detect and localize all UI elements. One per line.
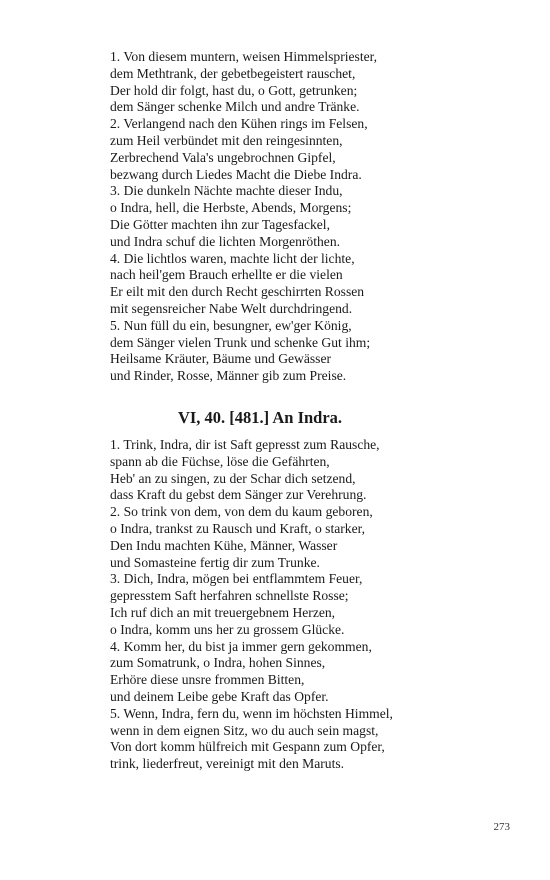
verse-line: 5. Nun füll du ein, besungner, ew'ger König, xyxy=(110,317,352,333)
verse-line: Von dort komm hülfreich mit Gespann zum Opfer, xyxy=(110,739,385,755)
verse-line: Den Indu machten Kühe, Männer, Wasser xyxy=(110,537,338,553)
verse-line: dem Sänger vielen Trunk und schenke Gut ihm; xyxy=(110,334,371,350)
verse-line: 4. Komm her, du bist ja immer gern gekommen, xyxy=(110,638,372,654)
hymn-verses xyxy=(110,437,450,773)
verse-line: 4. Die lichtlos waren, machte licht der lichte, xyxy=(110,250,355,266)
verse-line: bezwang durch Liedes Macht die Diebe Indra. xyxy=(110,166,362,182)
previous-hymn-verses xyxy=(110,49,450,385)
verse-line: dem Sänger schenke Milch und andre Tränke. xyxy=(110,99,360,115)
verse-line: Zerbrechend Vala's ungebrochnen Gipfel, xyxy=(110,149,336,165)
verse-line: Heilsame Kräuter, Bäume und Gewässer xyxy=(110,351,332,367)
verse-line: 1. Trink, Indra, dir ist Saft gepresst zum Rausche, xyxy=(110,437,380,452)
verse-line: Die Götter machten ihn zur Tagesfackel, xyxy=(110,216,330,232)
verse-line: mit segensreicher Nabe Welt durchdringend. xyxy=(110,300,353,316)
hymn-heading: VI, 40. [481.] An Indra. xyxy=(177,408,343,427)
verse-line: zum Heil verbündet mit den reingesinnten, xyxy=(110,132,343,148)
verse-line: 2. So trink von dem, von dem du kaum geboren, xyxy=(110,504,373,520)
verse-line: 5. Wenn, Indra, fern du, wenn im höchsten Himmel, xyxy=(110,705,393,721)
verse-line: zum Somatrunk, o Indra, hohen Sinnes, xyxy=(110,655,326,671)
verse-line: dem Methtrank, der gebetbegeistert rauschet, xyxy=(110,65,356,81)
verse-line: und Somasteine fertig dir zum Trunke. xyxy=(110,554,320,570)
verse-line: 2. Verlangend nach den Kühen rings im Felsen, xyxy=(110,116,368,132)
verse-line: Erhöre diese unsre frommen Bitten, xyxy=(110,672,305,688)
verse-line: Heb' an zu singen, zu der Schar dich setzend, xyxy=(110,470,356,486)
verse-line: gepresstem Saft herfahren schnellste Rosse; xyxy=(110,588,349,604)
verse-line: wenn in dem eignen Sitz, wo du auch sein magst, xyxy=(110,722,379,738)
verse-line: 3. Dich, Indra, mögen bei entflammtem Feuer, xyxy=(110,571,363,587)
verse-line: spann ab die Füchse, löse die Gefährten, xyxy=(110,453,330,469)
verse-line: und deinem Leibe gebe Kraft das Opfer. xyxy=(110,688,329,704)
verse-line: trink, liederfreut, vereinigt mit den Maruts. xyxy=(110,756,345,772)
verse-line: Er eilt mit den durch Recht geschirrten Rossen xyxy=(110,284,365,300)
verse-line: o Indra, hell, die Herbste, Abends, Morgens; xyxy=(110,200,352,216)
page-number: 273 xyxy=(493,821,510,833)
verse-line: o Indra, komm uns her zu grossem Glücke. xyxy=(110,621,345,637)
verse-line: dass Kraft du gebst dem Sänger zur Verehrung. xyxy=(110,487,367,503)
verse-line: und Rinder, Rosse, Männer gib zum Preise. xyxy=(110,368,347,384)
verse-line: Ich ruf dich an mit treuergebnem Herzen, xyxy=(110,604,336,620)
verse-line: und Indra schuf die lichten Morgenröthen. xyxy=(110,233,341,249)
verse-line: 1. Von diesem muntern, weisen Himmelspriester, xyxy=(110,49,378,64)
verse-line: nach heil'gem Brauch erhellte er die vielen xyxy=(110,267,343,283)
verse-line: 3. Die dunkeln Nächte machte dieser Indu, xyxy=(110,183,343,199)
verse-line: o Indra, trankst zu Rausch und Kraft, o starker, xyxy=(110,520,366,536)
verse-line: Der hold dir folgt, hast du, o Gott, getrunken; xyxy=(110,82,358,98)
